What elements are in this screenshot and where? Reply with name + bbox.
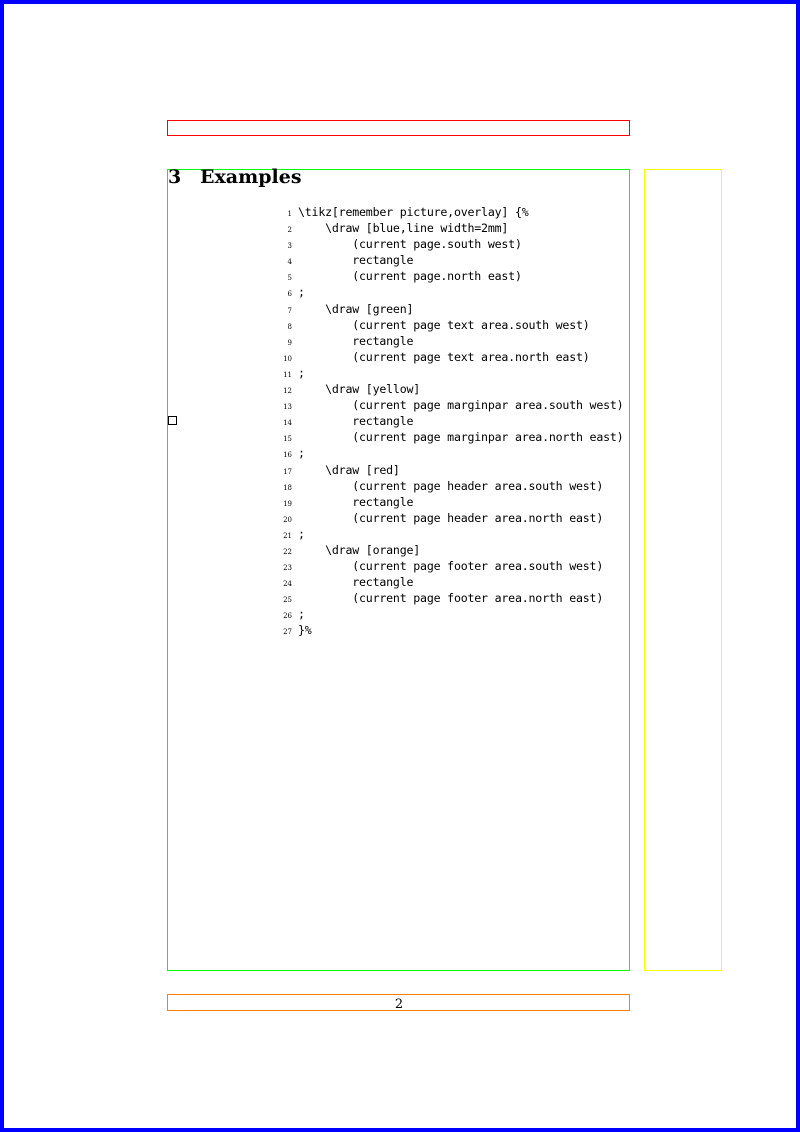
line-code: (current page.south west): [298, 237, 522, 252]
code-line: [278, 558, 623, 574]
line-code: ;: [298, 526, 305, 541]
line-code: \tikz[remember picture,overlay] {%: [298, 205, 529, 219]
line-code: ;: [298, 285, 305, 300]
line-code: (current page footer area.south west): [298, 559, 604, 574]
section-number: 3: [168, 166, 182, 188]
line-number: 22: [283, 547, 292, 556]
line-number: 27: [283, 628, 292, 637]
line-code: ;: [298, 607, 305, 622]
line-number: 11: [283, 370, 292, 379]
marginpar-area-frame: [644, 169, 722, 971]
code-line: [278, 236, 623, 252]
line-number: 26: [283, 612, 292, 621]
line-number: 25: [283, 596, 292, 605]
code-line: [278, 381, 623, 397]
line-code: \draw [blue,line width=2mm]: [298, 221, 509, 236]
margin-marker-box: [168, 416, 177, 425]
code-line: [278, 317, 623, 333]
line-number: 9: [287, 338, 292, 347]
code-line: [278, 606, 623, 622]
code-line: [278, 526, 623, 542]
code-line: [278, 542, 623, 558]
code-line: [278, 333, 623, 349]
line-code: rectangle: [298, 253, 414, 268]
code-line: [278, 413, 623, 429]
line-code: (current page header area.north east): [298, 510, 604, 525]
line-number: 24: [283, 580, 292, 589]
code-line: [278, 462, 623, 478]
code-line: [278, 429, 623, 445]
line-code: (current page footer area.north east): [298, 591, 604, 606]
code-line: [278, 220, 623, 236]
header-area-frame: [167, 120, 630, 136]
line-number: 8: [287, 322, 292, 331]
line-number: 20: [283, 515, 292, 524]
line-number: 15: [283, 435, 292, 444]
line-number: 5: [287, 274, 292, 283]
line-number: 10: [283, 354, 292, 363]
line-code: ;: [298, 446, 305, 461]
line-code: (current page text area.north east): [298, 349, 590, 364]
line-code: \draw [yellow]: [298, 382, 421, 397]
line-number: 21: [283, 531, 292, 540]
line-code: (current page marginpar area.north east): [298, 430, 624, 445]
line-number: 1: [287, 210, 292, 218]
section-heading: [168, 164, 302, 190]
line-number: 2: [287, 226, 292, 235]
code-line: [278, 365, 623, 381]
line-number: 13: [283, 403, 292, 412]
code-line: [278, 478, 623, 494]
code-line: [278, 268, 623, 284]
line-number: 19: [283, 499, 292, 508]
line-number: 14: [283, 419, 292, 428]
line-code: rectangle: [298, 333, 414, 348]
section-title: Examples: [200, 166, 302, 188]
code-line: [278, 445, 623, 461]
line-code: (current page text area.south west): [298, 317, 590, 332]
line-code: \draw [orange]: [298, 542, 421, 557]
code-line: [278, 622, 623, 638]
line-code: rectangle: [298, 494, 414, 509]
line-code: \draw [red]: [298, 462, 400, 477]
line-number: 6: [287, 290, 292, 299]
code-line: [278, 574, 623, 590]
line-number: 16: [283, 451, 292, 460]
code-line: [278, 204, 623, 220]
code-listing: [278, 204, 623, 639]
code-line: [278, 284, 623, 300]
line-number: 12: [283, 387, 292, 396]
code-line: [278, 494, 623, 510]
line-number: 7: [287, 306, 292, 315]
code-line: [278, 301, 623, 317]
code-line: [278, 252, 623, 268]
code-line: [278, 349, 623, 365]
line-code: (current page.north east): [298, 269, 522, 284]
line-number: 17: [283, 467, 292, 476]
line-code: (current page header area.south west): [298, 478, 604, 493]
line-code: \draw [green]: [298, 301, 414, 316]
line-number: 18: [283, 483, 292, 492]
code-line: [278, 590, 623, 606]
line-number: 3: [287, 242, 292, 251]
line-number: 4: [287, 258, 292, 267]
line-code: rectangle: [298, 414, 414, 429]
page-number: 2: [394, 997, 404, 1012]
line-number: 23: [283, 564, 292, 573]
line-code: }%: [298, 623, 312, 638]
code-line: [278, 510, 623, 526]
line-code: ;: [298, 365, 305, 380]
line-code: rectangle: [298, 575, 414, 590]
code-line: [278, 397, 623, 413]
line-code: (current page marginpar area.south west): [298, 398, 624, 413]
